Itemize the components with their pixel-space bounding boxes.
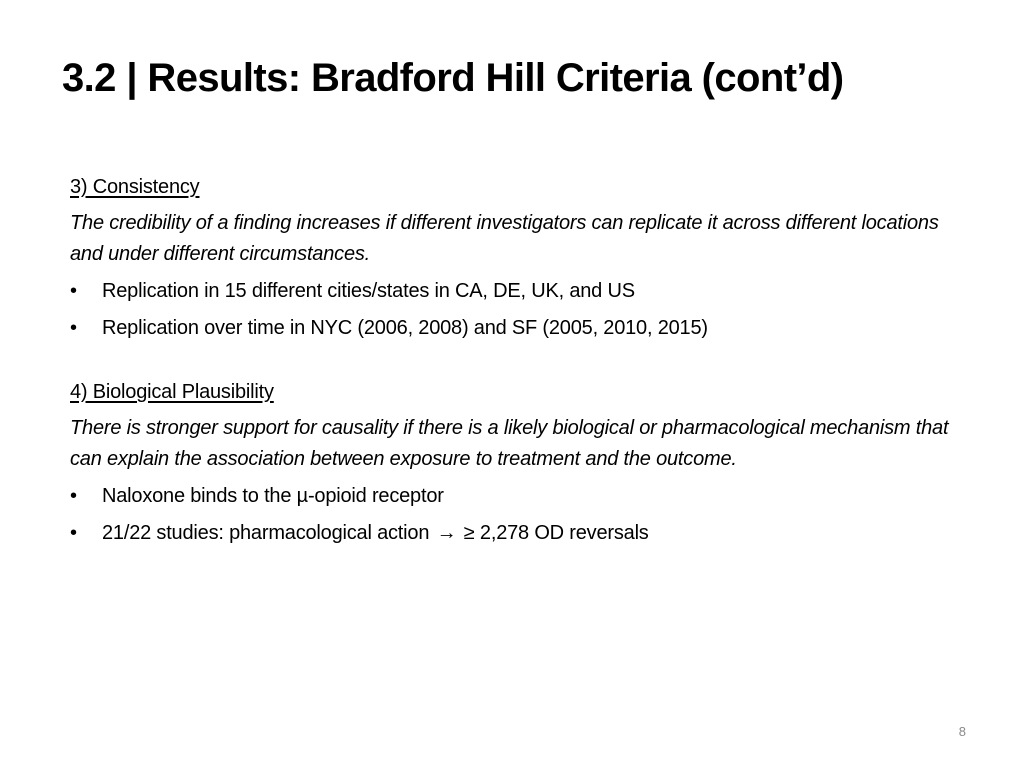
bullet-marker: •: [70, 280, 77, 302]
list-item: [70, 481, 950, 511]
section-heading: 3) Consistency: [70, 176, 200, 198]
arrow-right-icon: →: [436, 522, 457, 544]
list-item-text: Naloxone binds to the µ-opioid receptor: [102, 485, 444, 507]
list-item-text: ≥ 2,278 OD reversals: [463, 522, 649, 544]
bullet-marker: •: [70, 317, 77, 339]
list-item: [70, 518, 950, 548]
bullet-marker: •: [70, 522, 77, 544]
section-biological-plausibility: [70, 377, 950, 548]
bullet-marker: •: [70, 485, 77, 507]
list-item-text: Replication over time in NYC (2006, 2008) and SF (2005, 2010, 2015): [102, 317, 708, 339]
section-heading: 4) Biological Plausibility: [70, 381, 274, 403]
list-item-text: Replication in 15 different cities/states in CA, DE, UK, and US: [102, 280, 635, 302]
bullet-list: [70, 481, 950, 548]
section-description: There is stronger support for causality if there is a likely biological or pharmacological mechanism that can explain the association between exposure to treatment and the outcome.: [70, 417, 949, 470]
page-number: 8: [958, 724, 966, 739]
list-item-text: 21/22 studies: pharmacological action: [102, 522, 430, 544]
bullet-list: [70, 276, 950, 343]
list-item: [70, 276, 950, 306]
section-consistency: [70, 172, 950, 343]
slide-content: [70, 172, 950, 555]
list-item: [70, 313, 950, 343]
section-description: The credibility of a finding increases if different investigators can replicate it across different locations and under different circumstances.: [70, 212, 939, 265]
slide-title: 3.2 | Results: Bradford Hill Criteria (cont’d): [62, 56, 844, 100]
